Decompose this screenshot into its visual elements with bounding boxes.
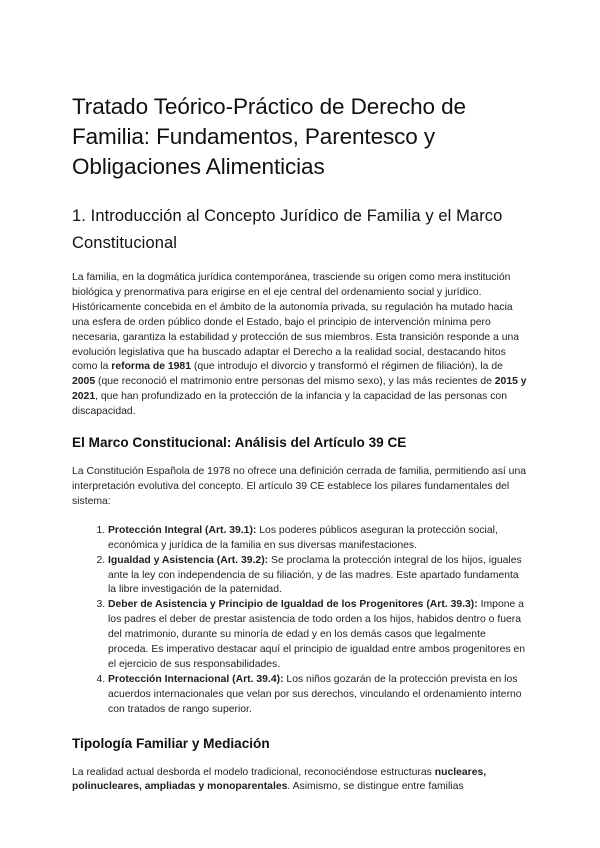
bold-run: 2015 y 2021 xyxy=(72,376,527,403)
list-item xyxy=(108,554,528,599)
item-label: Protección Internacional (Art. 39.4): xyxy=(108,673,284,685)
section-tipologia xyxy=(72,734,528,796)
subsection-heading: El Marco Constitucional: Análisis del Artículo 39 CE xyxy=(72,435,407,451)
item-text: Los poderes públicos aseguran la protección social, económica y jurídica de la familia en sus diversas manifestaciones. xyxy=(108,524,498,551)
document-title: Tratado Teórico-Práctico de Derecho de Familia: Fundamentos, Parentesco y Obligaciones Alimenticias xyxy=(72,94,466,179)
item-label: Deber de Asistencia y Principio de Igualdad de los Progenitores (Art. 39.3): xyxy=(108,599,478,611)
list-item xyxy=(108,524,528,554)
text-run: (que introdujo el divorcio y transformó el régimen de filiación), la de xyxy=(191,361,503,373)
item-label: Igualdad y Asistencia (Art. 39.2): xyxy=(108,554,269,566)
item-text: Los niños gozarán de la protección prevista en los acuerdos internacionales que velan por sus derechos, vinculando el ordenamiento interno con tratados de rango superior. xyxy=(108,673,522,715)
bold-run: reforma de 1981 xyxy=(111,361,191,373)
bold-run: nucleares, polinucleares, ampliadas y monoparentales xyxy=(72,766,487,793)
text-run: (que reconoció el matrimonio entre personas del mismo sexo), y las más recientes de xyxy=(95,376,495,388)
text-run: La familia, en la dogmática jurídica contemporánea, trasciende su origen como mera institución biológica y prenormativa para erigirse en el eje central del ordenamiento social y jurídico. Históricamente concebida en el ámbito de la autonomía privada, su regulación ha mutado hacia una esfera de orden público donde el Estado, bajo el principio de intervención mínima pero necesaria, garantiza la estabilidad y protección de sus miembros. Esta transición responde a una evolución legislativa que ha buscado adaptar el Derecho a la realidad social, destacando hitos como la xyxy=(72,272,520,373)
item-text: Se proclama la protección integral de los hijos, iguales ante la ley con independencia de su filiación, y de las madres. Este apartado fundamenta la libre investigación de la paternidad. xyxy=(108,554,522,596)
intro-paragraph xyxy=(72,271,528,420)
tipologia-paragraph xyxy=(72,766,528,796)
list-item xyxy=(108,598,528,673)
item-text: Impone a los padres el deber de prestar asistencia de todo orden a los hijos, habidos dentro o fuera del matrimonio, durante su minoría de edad y en los demás casos que legalmente proceda. Es imperativo destacar aquí el principio de igualdad entre ambos progenitores en el ejercicio de sus responsabilidades. xyxy=(108,599,526,670)
section-marco-constitucional xyxy=(72,433,528,718)
marco-paragraph: La Constitución Española de 1978 no ofrece una definición cerrada de familia, permitiendo así una interpretación evolutiva del concepto. El artículo 39 CE establece los pilares fundamentales del sistema: xyxy=(72,466,527,507)
article-39-list xyxy=(72,524,528,718)
item-label: Protección Integral (Art. 39.1): xyxy=(108,524,257,536)
bold-run: 2005 xyxy=(72,376,96,388)
text-run: La realidad actual desborda el modelo tradicional, reconociéndose estructuras xyxy=(72,766,435,778)
section-heading: 1. Introducción al Concepto Jurídico de Familia y el Marco Constitucional xyxy=(72,207,503,252)
text-run: , que han profundizado en la protección de la infancia y la capacidad de las personas con discapacidad. xyxy=(72,391,507,418)
list-item xyxy=(108,673,528,718)
text-run: . Asimismo, se distingue entre familias xyxy=(287,781,464,793)
subsection-heading: Tipología Familiar y Mediación xyxy=(72,735,270,751)
section-introduccion xyxy=(72,203,528,420)
